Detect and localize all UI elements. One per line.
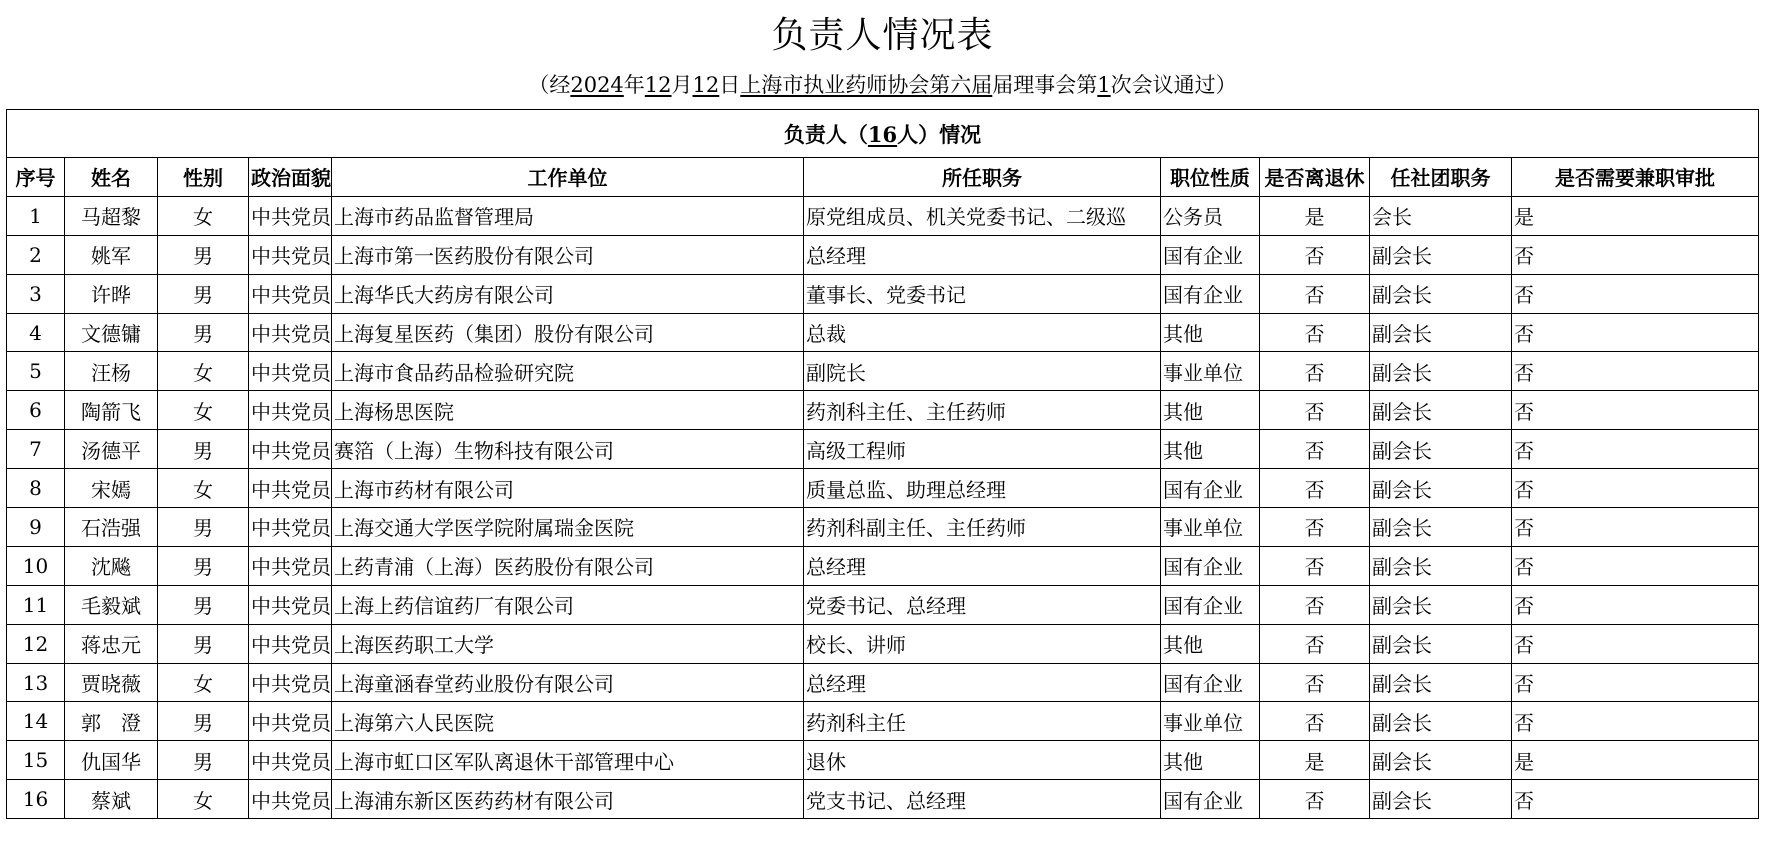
cell-society-role: 副会长: [1370, 624, 1512, 663]
table-row: [7, 546, 1759, 585]
cell-approval: 否: [1512, 663, 1759, 702]
table-row: [7, 274, 1759, 313]
cell-approval: 否: [1512, 508, 1759, 547]
cell-political: 中共党员: [249, 196, 332, 235]
cell-nature: 其他: [1161, 430, 1260, 469]
cell-gender: 女: [158, 469, 249, 508]
cell-employer: 上海上药信谊药厂有限公司: [332, 585, 804, 624]
cell-no: 12: [7, 624, 65, 663]
table-row: [7, 352, 1759, 391]
cell-employer: 上海市食品药品检验研究院: [332, 352, 804, 391]
approval-month: 12: [644, 73, 672, 97]
header-row: [7, 158, 1759, 197]
cell-name: 石浩强: [65, 508, 158, 547]
cell-position: 党支书记、总经理: [804, 780, 1161, 819]
cell-society-role: 副会长: [1370, 585, 1512, 624]
cell-retired: 是: [1260, 741, 1370, 780]
table-row: [7, 430, 1759, 469]
cell-political: 中共党员: [249, 235, 332, 274]
cell-employer: 上海华氏大药房有限公司: [332, 274, 804, 313]
cell-gender: 男: [158, 235, 249, 274]
cell-no: 5: [7, 352, 65, 391]
cell-position: 总裁: [804, 313, 1161, 352]
cell-position: 总经理: [804, 663, 1161, 702]
cell-political: 中共党员: [249, 430, 332, 469]
cell-no: 16: [7, 780, 65, 819]
cell-nature: 其他: [1161, 741, 1260, 780]
cell-employer: 上海交通大学医学院附属瑞金医院: [332, 508, 804, 547]
table-row: [7, 741, 1759, 780]
cell-retired: 是: [1260, 196, 1370, 235]
col-header-employer: 工作单位: [332, 158, 804, 197]
cell-name: 仇国华: [65, 741, 158, 780]
cell-position: 退休: [804, 741, 1161, 780]
cell-gender: 女: [158, 196, 249, 235]
cell-position: 药剂科主任、主任药师: [804, 391, 1161, 430]
cell-retired: 否: [1260, 352, 1370, 391]
approval-month-unit: 月: [671, 73, 693, 97]
cell-approval: 是: [1512, 741, 1759, 780]
table-row: [7, 469, 1759, 508]
cell-no: 14: [7, 702, 65, 741]
cell-nature: 其他: [1161, 391, 1260, 430]
cell-no: 3: [7, 274, 65, 313]
col-header-nature: 职位性质: [1161, 158, 1260, 197]
cell-employer: 上海复星医药（集团）股份有限公司: [332, 313, 804, 352]
cell-nature: 国有企业: [1161, 780, 1260, 819]
cell-nature: 国有企业: [1161, 235, 1260, 274]
col-header-no: 序号: [7, 158, 65, 197]
cell-retired: 否: [1260, 274, 1370, 313]
cell-name: 毛毅斌: [65, 585, 158, 624]
cell-gender: 男: [158, 430, 249, 469]
cell-employer: 上海童涵春堂药业股份有限公司: [332, 663, 804, 702]
table-caption: [7, 110, 1759, 158]
cell-name: 姚军: [65, 235, 158, 274]
cell-name: 蒋忠元: [65, 624, 158, 663]
cell-gender: 女: [158, 352, 249, 391]
cell-approval: 否: [1512, 235, 1759, 274]
cell-position: 原党组成员、机关党委书记、二级巡: [804, 196, 1161, 235]
cell-retired: 否: [1260, 624, 1370, 663]
cell-society-role: 副会长: [1370, 780, 1512, 819]
cell-society-role: 副会长: [1370, 741, 1512, 780]
cell-no: 15: [7, 741, 65, 780]
association-name: 上海市执业药师协会: [740, 73, 930, 97]
leader-count: 16: [867, 121, 898, 147]
cell-name: 汪杨: [65, 352, 158, 391]
cell-approval: 否: [1512, 585, 1759, 624]
page-title: 负责人情况表: [771, 15, 994, 56]
cell-retired: 否: [1260, 663, 1370, 702]
cell-nature: 国有企业: [1161, 469, 1260, 508]
cell-nature: 国有企业: [1161, 546, 1260, 585]
approval-year-unit: 年: [623, 73, 645, 97]
cell-gender: 女: [158, 780, 249, 819]
cell-position: 药剂科副主任、主任药师: [804, 508, 1161, 547]
cell-retired: 否: [1260, 780, 1370, 819]
cell-society-role: 副会长: [1370, 313, 1512, 352]
col-header-political: 政治面貌: [249, 158, 332, 197]
approval-day-unit: 日: [719, 73, 741, 97]
approval-year: 2024: [570, 73, 624, 97]
cell-no: 10: [7, 546, 65, 585]
approval-note-open: （经: [528, 73, 571, 97]
cell-retired: 否: [1260, 508, 1370, 547]
col-header-society-role: 任社团职务: [1370, 158, 1512, 197]
cell-name: 沈飚: [65, 546, 158, 585]
cell-approval: 否: [1512, 274, 1759, 313]
cell-gender: 男: [158, 546, 249, 585]
cell-nature: 国有企业: [1161, 663, 1260, 702]
cell-political: 中共党员: [249, 274, 332, 313]
cell-employer: 上海市药品监督管理局: [332, 196, 804, 235]
cell-society-role: 副会长: [1370, 235, 1512, 274]
cell-society-role: 副会长: [1370, 274, 1512, 313]
cell-approval: 否: [1512, 313, 1759, 352]
table-row: [7, 391, 1759, 430]
cell-nature: 国有企业: [1161, 585, 1260, 624]
table-row: [7, 585, 1759, 624]
cell-position: 校长、讲师: [804, 624, 1161, 663]
cell-nature: 其他: [1161, 624, 1260, 663]
cell-position: 副院长: [804, 352, 1161, 391]
col-header-position: 所任职务: [804, 158, 1161, 197]
cell-society-role: 副会长: [1370, 508, 1512, 547]
approval-note-close: 次会议通过）: [1110, 73, 1237, 97]
meeting-number: 1: [1097, 73, 1111, 97]
col-header-approval: 是否需要兼职审批: [1512, 158, 1759, 197]
table-row: [7, 235, 1759, 274]
cell-political: 中共党员: [249, 624, 332, 663]
cell-society-role: 副会长: [1370, 546, 1512, 585]
cell-approval: 否: [1512, 546, 1759, 585]
cell-employer: 上海市第一医药股份有限公司: [332, 235, 804, 274]
cell-no: 1: [7, 196, 65, 235]
cell-no: 8: [7, 469, 65, 508]
cell-nature: 国有企业: [1161, 274, 1260, 313]
col-header-name: 姓名: [65, 158, 158, 197]
cell-gender: 男: [158, 585, 249, 624]
cell-employer: 上海医药职工大学: [332, 624, 804, 663]
approval-note: [0, 70, 1765, 100]
cell-employer: 上海市虹口区军队离退休干部管理中心: [332, 741, 804, 780]
cell-political: 中共党员: [249, 469, 332, 508]
cell-no: 7: [7, 430, 65, 469]
cell-position: 高级工程师: [804, 430, 1161, 469]
cell-employer: 上海杨思医院: [332, 391, 804, 430]
col-header-gender: 性别: [158, 158, 249, 197]
cell-political: 中共党员: [249, 741, 332, 780]
cell-name: 蔡斌: [65, 780, 158, 819]
cell-nature: 事业单位: [1161, 702, 1260, 741]
cell-retired: 否: [1260, 585, 1370, 624]
cell-nature: 事业单位: [1161, 352, 1260, 391]
cell-political: 中共党员: [249, 780, 332, 819]
cell-employer: 赛箔（上海）生物科技有限公司: [332, 430, 804, 469]
cell-political: 中共党员: [249, 546, 332, 585]
table-caption-prefix: 负责人（: [783, 121, 868, 147]
cell-society-role: 副会长: [1370, 663, 1512, 702]
cell-society-role: 副会长: [1370, 430, 1512, 469]
cell-no: 4: [7, 313, 65, 352]
cell-political: 中共党员: [249, 508, 332, 547]
cell-position: 董事长、党委书记: [804, 274, 1161, 313]
cell-position: 质量总监、助理总经理: [804, 469, 1161, 508]
cell-position: 总经理: [804, 235, 1161, 274]
table-caption-row: [7, 110, 1759, 158]
cell-society-role: 副会长: [1370, 391, 1512, 430]
table-row: [7, 313, 1759, 352]
cell-name: 汤德平: [65, 430, 158, 469]
cell-retired: 否: [1260, 391, 1370, 430]
cell-name: 贾晓薇: [65, 663, 158, 702]
cell-employer: 上海第六人民医院: [332, 702, 804, 741]
cell-society-role: 副会长: [1370, 702, 1512, 741]
table-row: [7, 624, 1759, 663]
cell-gender: 男: [158, 313, 249, 352]
cell-retired: 否: [1260, 235, 1370, 274]
table-caption-suffix: 人）情况: [897, 121, 982, 147]
table-row: [7, 663, 1759, 702]
cell-retired: 否: [1260, 546, 1370, 585]
cell-gender: 男: [158, 508, 249, 547]
cell-gender: 女: [158, 391, 249, 430]
cell-society-role: 副会长: [1370, 352, 1512, 391]
table-row: [7, 780, 1759, 819]
cell-approval: 否: [1512, 430, 1759, 469]
cell-political: 中共党员: [249, 663, 332, 702]
cell-no: 11: [7, 585, 65, 624]
cell-retired: 否: [1260, 313, 1370, 352]
cell-society-role: 会长: [1370, 196, 1512, 235]
cell-political: 中共党员: [249, 313, 332, 352]
approval-day: 12: [692, 73, 720, 97]
cell-society-role: 副会长: [1370, 469, 1512, 508]
cell-employer: 上海市药材有限公司: [332, 469, 804, 508]
cell-name: 文德镛: [65, 313, 158, 352]
cell-name: 郭 澄: [65, 702, 158, 741]
cell-nature: 事业单位: [1161, 508, 1260, 547]
table-row: [7, 508, 1759, 547]
leaders-table: [6, 109, 1759, 819]
cell-name: 许晔: [65, 274, 158, 313]
cell-gender: 男: [158, 624, 249, 663]
cell-retired: 否: [1260, 430, 1370, 469]
cell-political: 中共党员: [249, 391, 332, 430]
cell-approval: 否: [1512, 352, 1759, 391]
cell-no: 2: [7, 235, 65, 274]
cell-approval: 是: [1512, 196, 1759, 235]
cell-retired: 否: [1260, 702, 1370, 741]
cell-gender: 男: [158, 274, 249, 313]
cell-nature: 公务员: [1161, 196, 1260, 235]
cell-approval: 否: [1512, 469, 1759, 508]
cell-no: 13: [7, 663, 65, 702]
cell-gender: 男: [158, 741, 249, 780]
cell-employer: 上海浦东新区医药药材有限公司: [332, 780, 804, 819]
cell-position: 党委书记、总经理: [804, 585, 1161, 624]
table-row: [7, 702, 1759, 741]
cell-political: 中共党员: [249, 352, 332, 391]
cell-gender: 男: [158, 702, 249, 741]
cell-name: 陶箭飞: [65, 391, 158, 430]
cell-position: 总经理: [804, 546, 1161, 585]
cell-retired: 否: [1260, 469, 1370, 508]
cell-gender: 女: [158, 663, 249, 702]
council-text: 届理事会第: [992, 73, 1098, 97]
cell-employer: 上药青浦（上海）医药股份有限公司: [332, 546, 804, 585]
cell-political: 中共党员: [249, 585, 332, 624]
cell-approval: 否: [1512, 391, 1759, 430]
cell-approval: 否: [1512, 702, 1759, 741]
cell-no: 9: [7, 508, 65, 547]
table-row: [7, 196, 1759, 235]
cell-nature: 其他: [1161, 313, 1260, 352]
cell-position: 药剂科主任: [804, 702, 1161, 741]
cell-approval: 否: [1512, 624, 1759, 663]
cell-approval: 否: [1512, 780, 1759, 819]
cell-no: 6: [7, 391, 65, 430]
session-name: 第六届: [929, 73, 993, 97]
cell-name: 宋嫣: [65, 469, 158, 508]
cell-political: 中共党员: [249, 702, 332, 741]
col-header-retired: 是否离退休: [1260, 158, 1370, 197]
cell-name: 马超黎: [65, 196, 158, 235]
